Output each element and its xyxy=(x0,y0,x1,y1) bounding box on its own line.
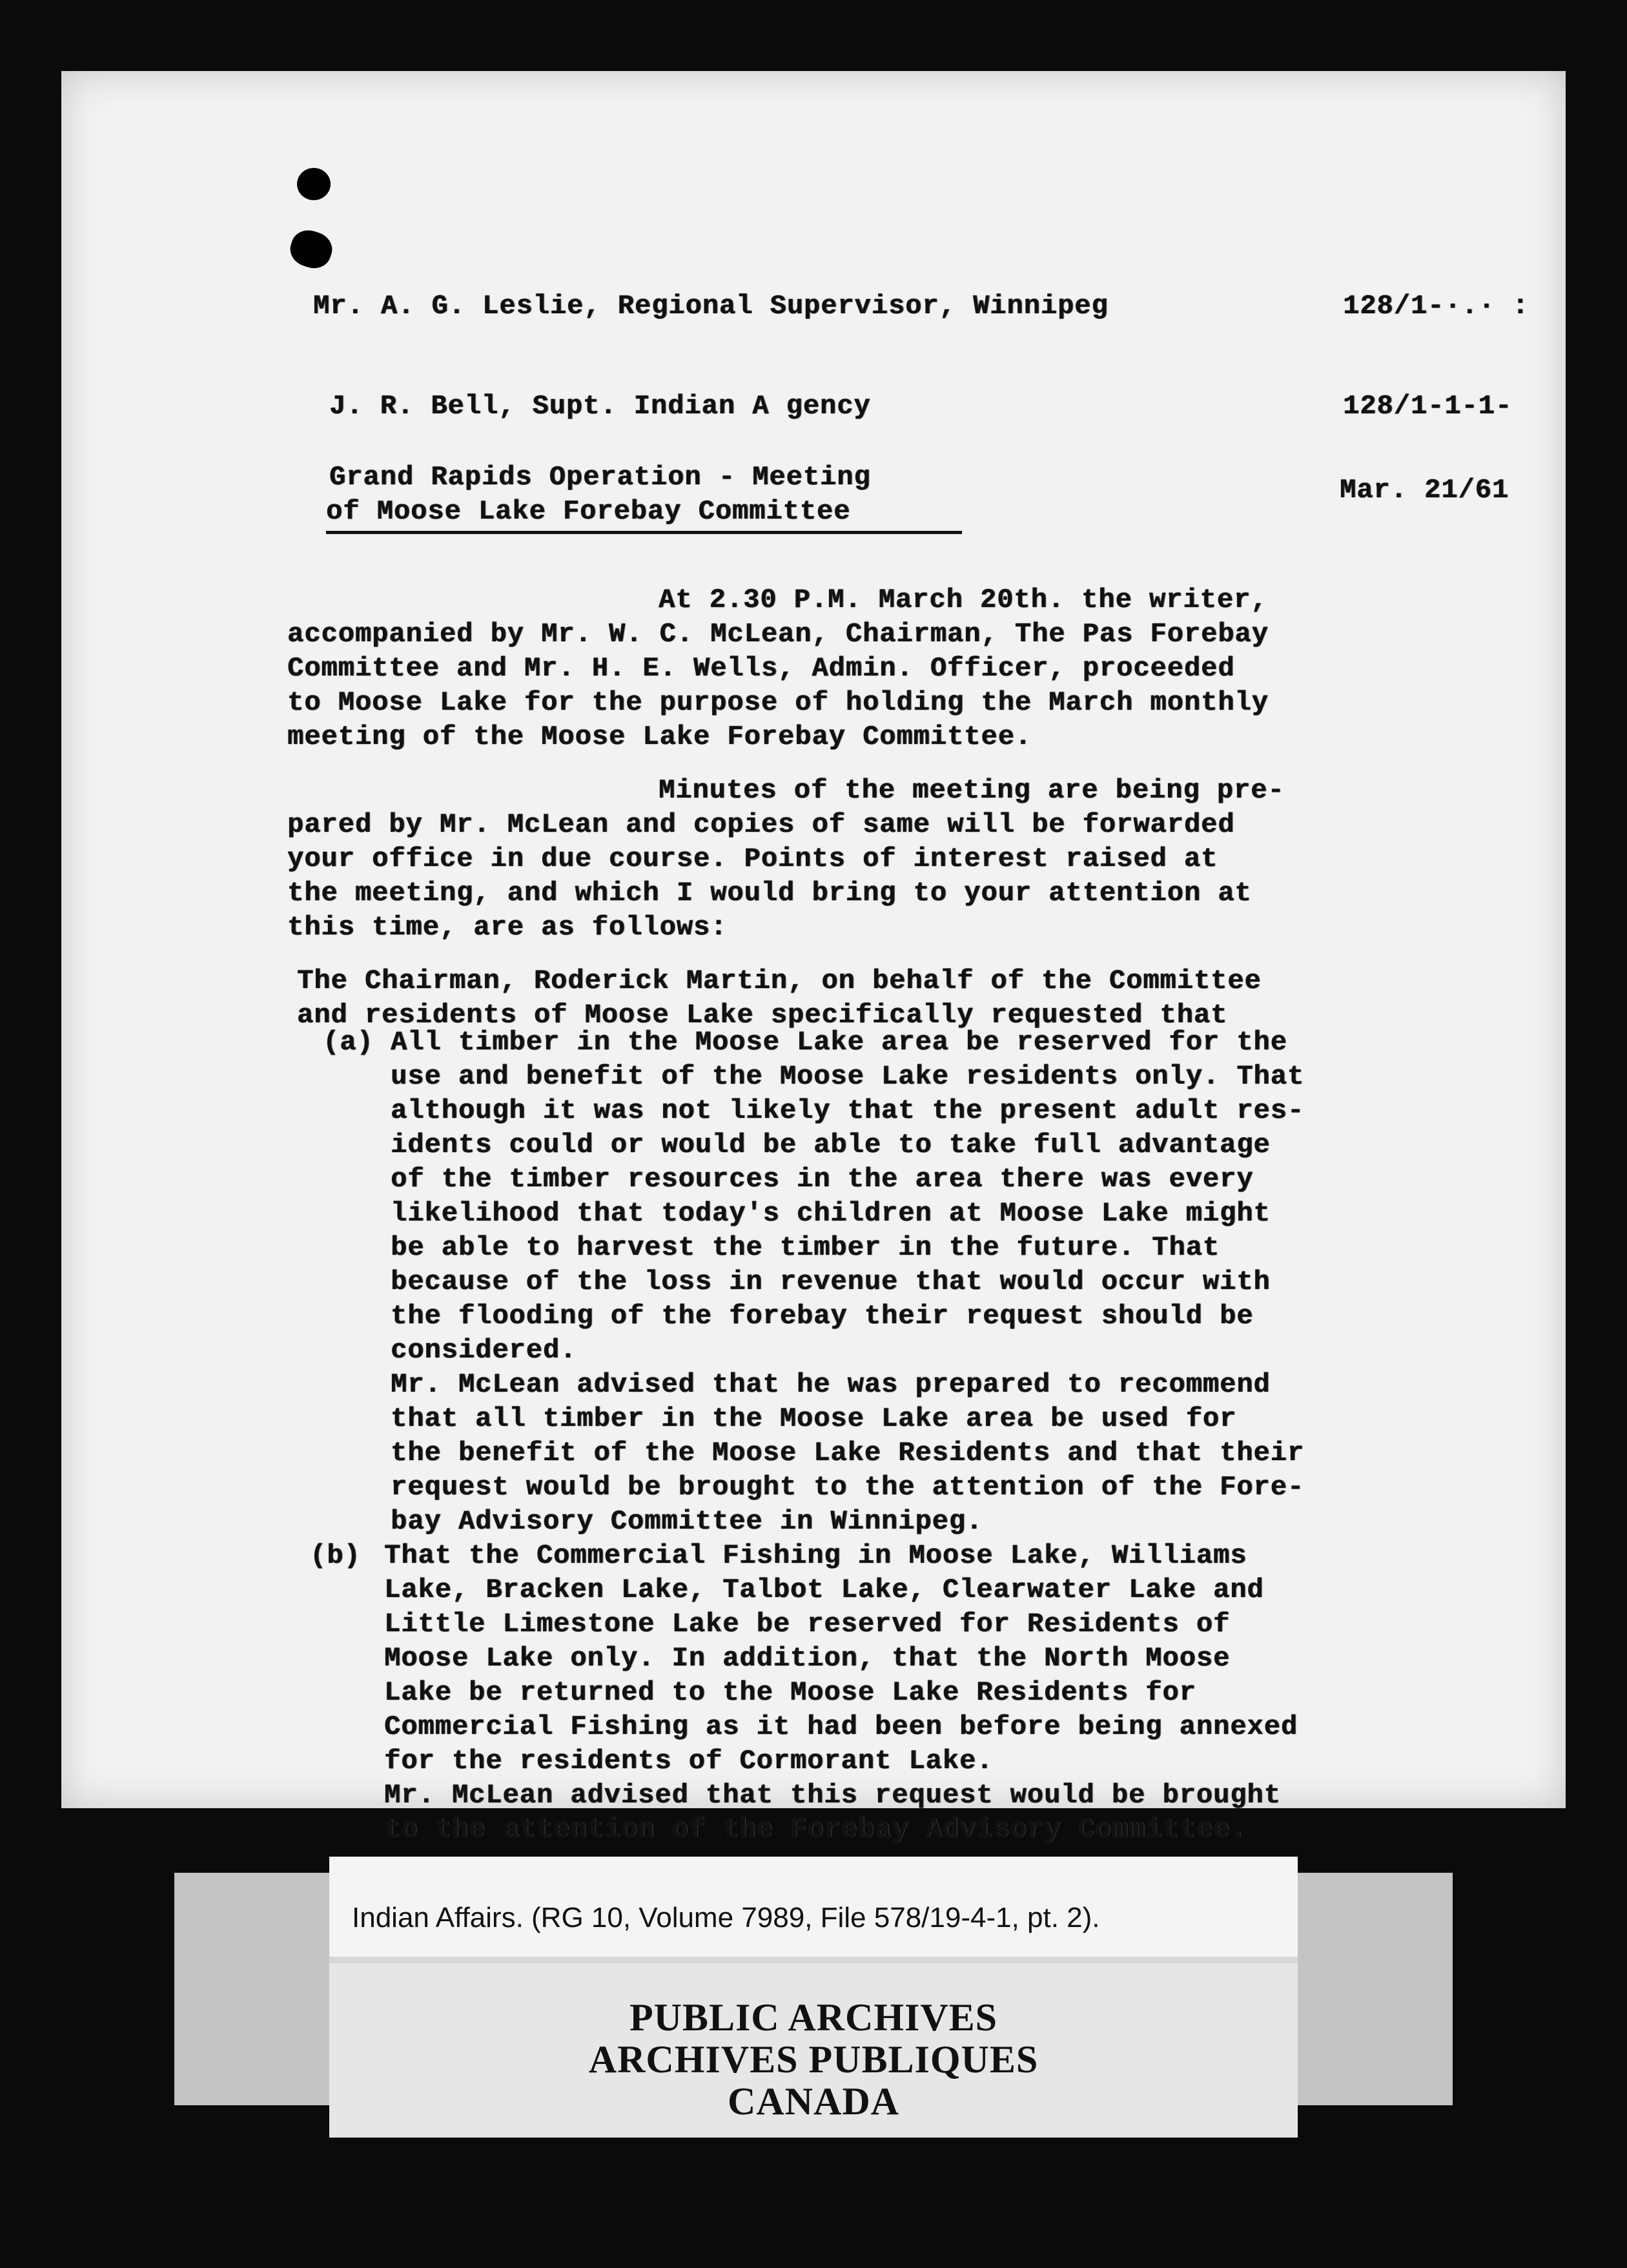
memo-to-ref: 128/1-·.· : xyxy=(1343,291,1530,322)
item-a-line: use and benefit of the Moose Lake residents only. That xyxy=(391,1061,1305,1092)
punch-hole xyxy=(286,225,336,273)
memo-from-ref: 128/1-1-1- xyxy=(1343,391,1513,422)
item-a-line: request would be brought to the attention of the Fore- xyxy=(391,1472,1305,1503)
item-a-line: that all timber in the Moose Lake area be used for xyxy=(391,1403,1237,1434)
para1-line: At 2.30 P.M. March 20th. the writer, xyxy=(659,584,1268,615)
para3-line: and residents of Moose Lake specifically requested that xyxy=(297,1000,1228,1031)
item-a-line: of the timber resources in the area there was every xyxy=(391,1164,1254,1195)
para2-line: pared by Mr. McLean and copies of same will be forwarded xyxy=(287,809,1235,840)
item-a-label: (a) xyxy=(323,1027,374,1058)
item-b-line: Little Limestone Lake be reserved for Residents of xyxy=(384,1609,1231,1640)
para2-line: your office in due course. Points of interest raised at xyxy=(287,843,1218,874)
stamp-line-1: PUBLIC ARCHIVES xyxy=(629,1996,998,2039)
item-a-line: considered. xyxy=(391,1335,577,1366)
stamp-line-3: CANADA xyxy=(728,2080,899,2123)
archive-strip-edge xyxy=(1298,1873,1453,2105)
item-a-line: likelihood that today's children at Moose Lake might xyxy=(391,1198,1271,1229)
para1-line: Committee and Mr. H. E. Wells, Admin. Officer, proceeded xyxy=(287,653,1235,684)
item-a-line: because of the loss in revenue that would occur with xyxy=(391,1266,1271,1297)
para1-line: meeting of the Moose Lake Forebay Committee. xyxy=(287,721,1032,752)
para2-line: the meeting, and which I would bring to your attention at xyxy=(287,878,1252,909)
item-b-line: Moose Lake only. In addition, that the North Moose xyxy=(384,1643,1231,1674)
para3-line: The Chairman, Roderick Martin, on behalf of the Committee xyxy=(297,965,1262,996)
item-a-line: the benefit of the Moose Lake Residents and that their xyxy=(391,1438,1305,1469)
item-a-line: although it was not likely that the present adult res- xyxy=(391,1095,1305,1126)
item-b-line: Lake be returned to the Moose Lake Residents for xyxy=(384,1677,1196,1708)
para2-line: Minutes of the meeting are being pre- xyxy=(659,775,1285,806)
memo-subject-line2: of Moose Lake Forebay Committee xyxy=(326,496,851,527)
item-b-line: for the residents of Cormorant Lake. xyxy=(384,1746,994,1777)
para2-line: this time, are as follows: xyxy=(287,912,728,943)
item-b-line: That the Commercial Fishing in Moose Lake, Williams xyxy=(384,1540,1247,1571)
stamp-line-2: ARCHIVES PUBLIQUES xyxy=(588,2038,1039,2081)
memo-to-line: Mr. A. G. Leslie, Regional Supervisor, Winnipeg xyxy=(313,291,1109,322)
item-b-line: Lake, Bracken Lake, Talbot Lake, Clearwater Lake and xyxy=(384,1574,1264,1605)
memo-subject-line1: Grand Rapids Operation - Meeting xyxy=(329,462,871,493)
memo-date: Mar. 21/61 xyxy=(1340,475,1509,506)
item-a-line: idents could or would be able to take full advantage xyxy=(391,1129,1271,1160)
item-a-line: the flooding of the forebay their request should be xyxy=(391,1301,1254,1332)
archive-citation: Indian Affairs. (RG 10, Volume 7989, File 578/19-4-1, pt. 2). xyxy=(352,1902,1100,1933)
item-b-line: Mr. McLean advised that this request would be brought xyxy=(384,1780,1281,1811)
item-a-line: Mr. McLean advised that he was prepared to recommend xyxy=(391,1369,1271,1400)
archive-strip-edge xyxy=(174,1873,329,2105)
item-b-line: to the attention of the Forebay Advisory Committee. xyxy=(384,1814,1247,1845)
subject-underline xyxy=(326,531,962,534)
memo-from-line: J. R. Bell, Supt. Indian A gency xyxy=(329,391,871,422)
item-a-line: bay Advisory Committee in Winnipeg. xyxy=(391,1506,983,1537)
item-b-line: Commercial Fishing as it had been before being annexed xyxy=(384,1711,1298,1742)
para1-line: to Moose Lake for the purpose of holding the March monthly xyxy=(287,687,1269,718)
item-a-line: All timber in the Moose Lake area be reserved for the xyxy=(391,1027,1287,1058)
para1-line: accompanied by Mr. W. C. McLean, Chairman, The Pas Forebay xyxy=(287,619,1269,650)
item-b-label: (b) xyxy=(310,1540,361,1571)
item-a-line: be able to harvest the timber in the future. That xyxy=(391,1232,1220,1263)
punch-hole xyxy=(297,168,331,200)
